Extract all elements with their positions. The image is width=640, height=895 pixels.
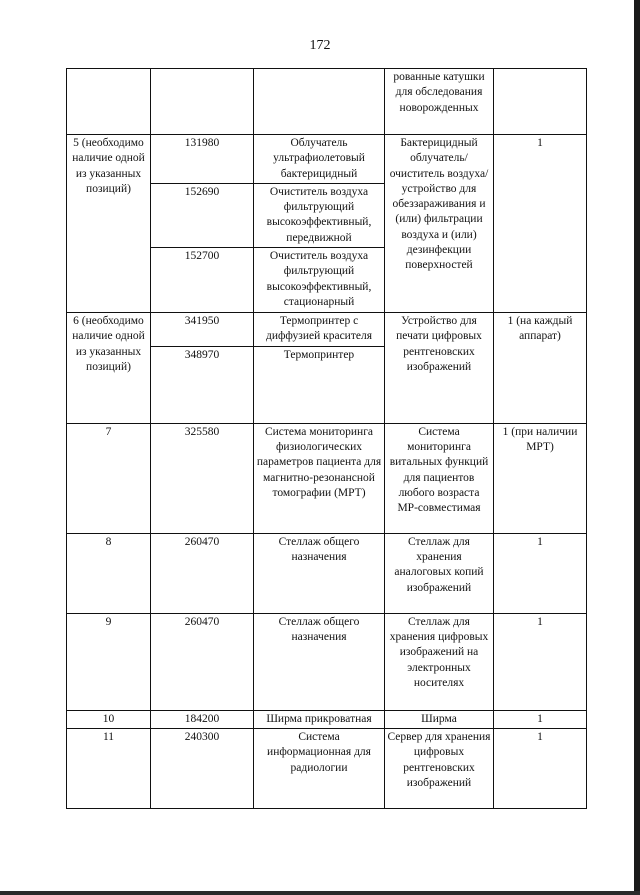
code-cell: 348970 [151,346,254,423]
purpose-cell: Стеллаж для хранения цифровых изображений на электронных носителях [385,613,494,710]
table-row [67,710,587,728]
name-cell [254,69,385,135]
code-cell: 240300 [151,728,254,808]
name-cell: Система информационная для радиологии [254,728,385,808]
purpose-cell: рованные катушки для обследования новорожденных [385,69,494,135]
name-cell: Термопринтер [254,346,385,423]
code-cell: 325580 [151,423,254,533]
quantity-cell: 1 [494,533,587,613]
row-number-cell: 11 [67,728,151,808]
row-number-cell: 6 (необходимо наличие одной из указанных позиций) [67,313,151,424]
code-cell: 131980 [151,135,254,184]
code-cell [151,69,254,135]
quantity-cell [494,69,587,135]
code-cell: 152690 [151,183,254,247]
row-number-cell: 9 [67,613,151,710]
code-cell: 260470 [151,533,254,613]
name-cell: Система мониторинга физиологических параметров пациента для магнитно-резонансной томографии (МРТ) [254,423,385,533]
table-row [67,533,587,613]
scan-edge-right [634,0,640,895]
name-cell: Стеллаж общего назначения [254,533,385,613]
table-row [67,613,587,710]
row-number-cell [67,69,151,135]
quantity-cell: 1 [494,613,587,710]
equipment-table [66,68,587,809]
name-cell: Облучатель ультрафиолетовый бактерицидный [254,135,385,184]
purpose-cell: Сервер для хранения цифровых рентгеновских изображений [385,728,494,808]
row-number-cell: 8 [67,533,151,613]
scan-edge-bottom [0,891,640,895]
name-cell: Ширма прикроватная [254,710,385,728]
quantity-cell: 1 [494,728,587,808]
row-number-cell: 10 [67,710,151,728]
name-cell: Очиститель воздуха фильтрующий высокоэффективный, передвижной [254,183,385,247]
table-row [67,69,587,135]
table-row [67,313,587,347]
purpose-cell: Бактерицидный облучатель/ очиститель воздуха/ устройство для обеззараживания и (или) фильтрации воздуха и (или) дезинфекции поверхностей [385,135,494,313]
code-cell: 341950 [151,313,254,347]
quantity-cell: 1 (при наличии МРТ) [494,423,587,533]
name-cell: Стеллаж общего назначения [254,613,385,710]
purpose-cell: Устройство для печати цифровых рентгеновских изображений [385,313,494,424]
code-cell: 152700 [151,248,254,313]
quantity-cell: 1 (на каждый аппарат) [494,313,587,424]
table-row [67,728,587,808]
table-row [67,423,587,533]
row-number-cell: 5 (необходимо наличие одной из указанных позиций) [67,135,151,313]
page-number: 172 [309,38,331,53]
row-number-cell: 7 [67,423,151,533]
code-cell: 184200 [151,710,254,728]
quantity-cell: 1 [494,135,587,313]
purpose-cell: Ширма [385,710,494,728]
table-row [67,135,587,184]
name-cell: Термопринтер с диффузией красителя [254,313,385,347]
purpose-cell: Стеллаж для хранения аналоговых копий изображений [385,533,494,613]
name-cell: Очиститель воздуха фильтрующий высокоэффективный, стационарный [254,248,385,313]
quantity-cell: 1 [494,710,587,728]
code-cell: 260470 [151,613,254,710]
purpose-cell: Система мониторинга витальных функций для пациентов любого возраста МР-совместимая [385,423,494,533]
